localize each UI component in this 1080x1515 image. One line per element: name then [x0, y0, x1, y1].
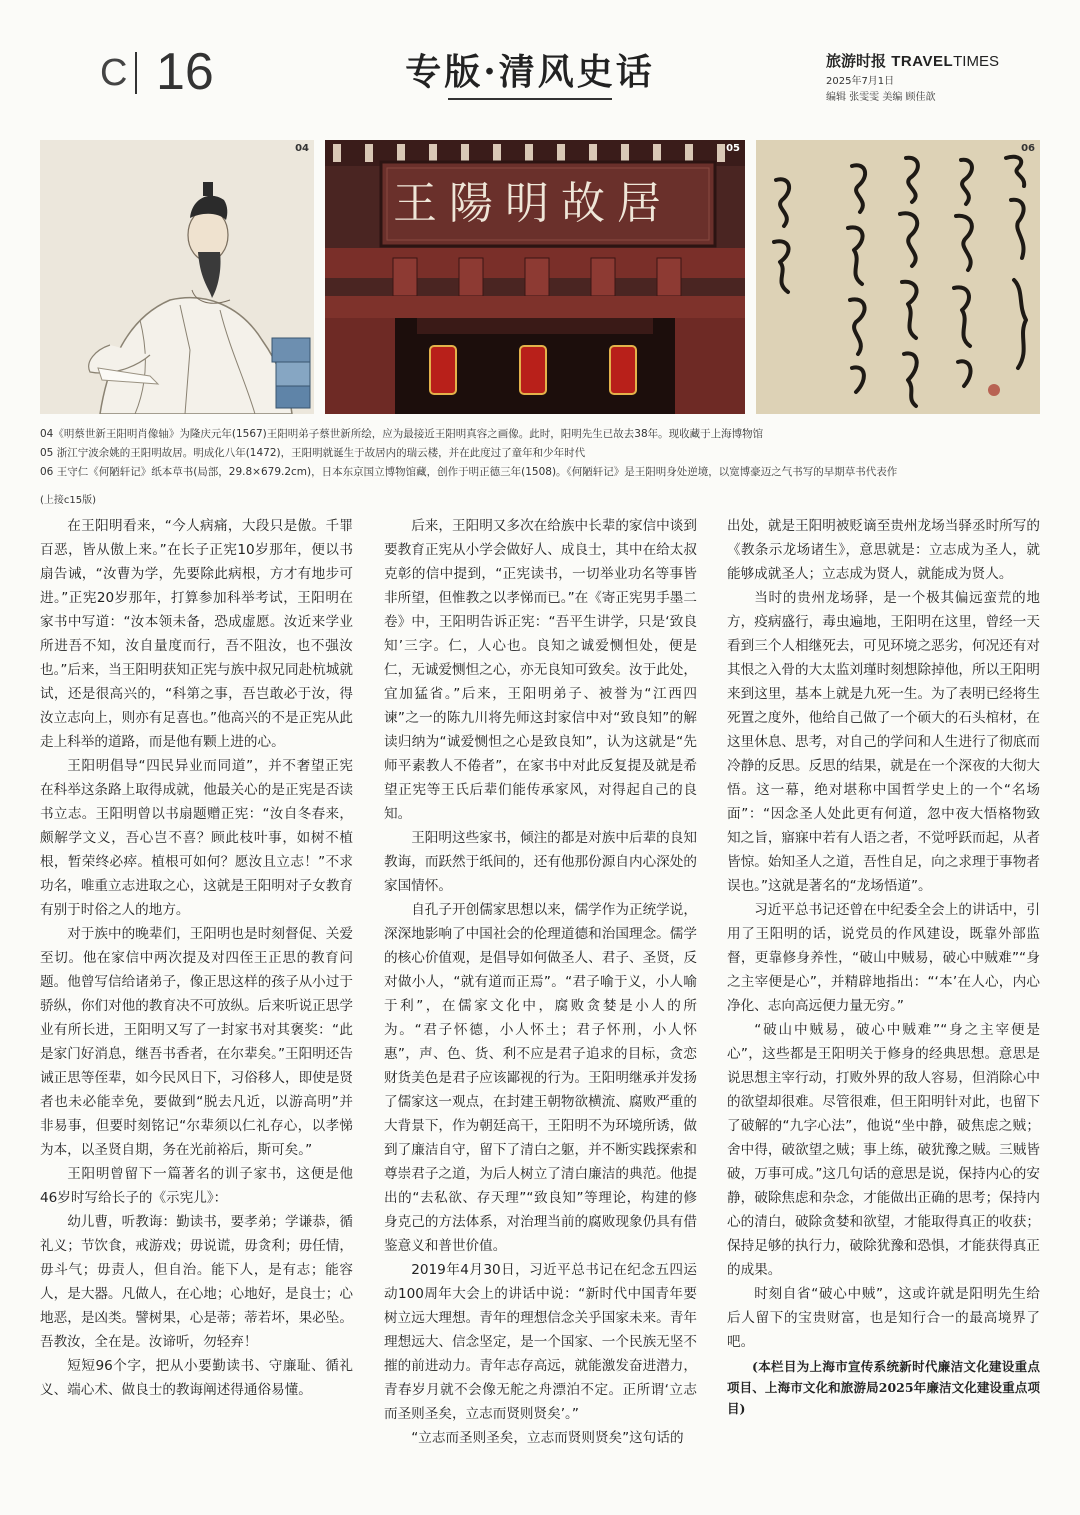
column-credit-note: (本栏目为上海市宣传系统新时代廉洁文化建设重点项目、上海市文化和旅游局2025年廉洁文化建设重点项目) — [727, 1359, 1040, 1416]
paragraph: 出处，就是王阳明被贬谪至贵州龙场当驿丞时所写的《教条示龙场诸生》，意思就是：立志成为圣人，就能够成就圣人；立志成为贤人，就能成为贤人。 — [727, 518, 1040, 582]
article-column-2 — [384, 514, 697, 1450]
editors-credit: 编辑 张雯雯 美编 顾佳歆 — [826, 92, 936, 103]
caption-05: 05 浙江宁波余姚的王阳明故居。明成化八年(1472)，王阳明就诞生于故居内的瑞云楼，并在此度过了童年和少年时代 — [40, 447, 586, 459]
article-column-3 — [727, 514, 1040, 1419]
calligraphy-photo — [756, 140, 1040, 414]
paragraph: 时刻自省“破心中贼”，这或许就是阳明先生给后人留下的宝贵财富，也是知行合一的最高境界了吧。 — [727, 1286, 1040, 1350]
paragraph: “立志而圣则圣矣，立志而贤则贤矣”这句话的 — [411, 1430, 684, 1446]
former-residence-photo — [325, 140, 745, 414]
photo-tag-06: 06 — [1021, 143, 1035, 154]
article-column-1 — [40, 514, 353, 1402]
paragraph: 王阳明倡导“四民异业而同道”，并不奢望正宪在科举这条路上取得成就，他最关心的是正宪是否读书立志。王阳明曾以书扇题赠正宪：“汝自冬春来，颇解学文义，吾心岂不喜？顾此枝叶事，如树不植根，暂荣终必瘁。植根可如何？愿汝且立志！”不求功名，唯重立志进取之心，这就是王阳明对子女教育有别于时俗之人的地方。 — [40, 758, 353, 918]
residence-gate-illustration — [325, 140, 745, 414]
paragraph: 自孔子开创儒家思想以来，儒学作为正统学说，深深地影响了中国社会的伦理道德和治国理念。儒学的核心价值观，是倡导如何做圣人、君子、圣贤，反对做小人，“就有道而正焉”。“君子喻于义，小人喻于利”，在儒家文化中，腐败贪婪是小人的所为。“君子怀德，小人怀土；君子怀刑，小人怀惠”，声、色、货、利不应是君子追求的目标，贪恋财货美色是君子应该鄙视的行为。王阳明继承并发扬了儒家这一观点，在封建王朝物欲横流、腐败严重的大背景下，作为朝廷高干，王阳明不为环境所诱，做到了廉洁自守，留下了清白之躯，并不断实践探索和尊崇君子之道，为后人树立了清白廉洁的典范。他提出的“去私欲、存天理”“致良知”等理论，构建的修身克己的方法体系，对治理当前的腐败现象仍具有借鉴意义和普世价值。 — [384, 902, 697, 1254]
brand-en-bold: TRAVEL — [891, 53, 954, 70]
portrait-painting-photo — [40, 140, 314, 414]
paragraph: 当时的贵州龙场驿，是一个极其偏远蛮荒的地方，疫病盛行，毒虫遍地，王阳明在这里，曾经一天看到三个人相继死去，可见环境之恶劣，何况还有对其恨之入骨的大太监刘瑾时刻想除掉他，所以王阳明来到这里，基本上就是九死一生。为了表明已经将生死置之度外，他给自己做了一个硕大的石头棺材，在这里休息、思考，对自己的学问和人生进行了彻底而冷静的反思。反思的结果，就是在一个深夜的大彻大悟。这一幕，绝对堪称中国哲学史上的一个“名场面”：“因念圣人处此更有何道，忽中夜大悟格物致知之旨，寤寐中若有人语之者，不觉呼跃而起，从者皆惊。始知圣人之道，吾性自足，向之求理于事物者误也。”这就是著名的“龙场悟道”。 — [727, 590, 1040, 894]
plaque-text: 王陽明故居 — [393, 178, 673, 229]
section-title: 专版·清风史话 — [405, 51, 655, 93]
paragraph: 在王阳明看来，“今人病痛，大段只是傲。千罪百恶，皆从傲上来。”在长子正宪10岁那年，便以书扇告诫，“汝曹为学，先要除此病根，方才有地步可进。”正宪20岁那年，打算参加科举考试，王阳明在家书中写道：“汝本领未备，恐成虚愿。汝近来学业所进吾不知，汝自量度而行，吾不阻汝，也不强汝也。”后来，当王阳明获知正宪与族中叔兄同赴杭城就试，还是很高兴的，“科第之事，吾岂敢必于汝，得汝立志向上，则亦有足喜也。”他高兴的不是正宪从此走上科举的道路，而是他有颗上进的心。 — [40, 518, 353, 750]
brand-en-light: TIMES — [953, 53, 999, 70]
photo-tag-04: 04 — [295, 143, 309, 154]
paragraph: 习近平总书记还曾在中纪委全会上的讲话中，引用了王阳明的话，说党员的作风建设，既靠外部监督，更靠修身养性，“破山中贼易，破心中贼难”“身之主宰便是心”，并精辟地指出：“‘本’在人心，内心净化、志向高远便力量无穷。” — [727, 902, 1040, 1014]
calligraphy-illustration — [756, 140, 1040, 414]
portrait-illustration — [40, 140, 314, 414]
issue-date: 2025年7月1日 — [826, 76, 895, 87]
paragraph: “破山中贼易，破心中贼难”“身之主宰便是心”，这些都是王阳明关于修身的经典思想。意思是说思想主宰行动，打败外界的敌人容易，但消除心中的欲望却很难。尽管很难，但王阳明针对此，也留下了破解的“九字心法”，他说“坐中静，破焦虑之贼；舍中得，破欲望之贼；事上练，破犹豫之贼。三贼皆破，万事可成。”这几句话的意思是说，保持内心的安静，破除焦虑和杂念，才能做出正确的思考；保持内心的清白，破除贪婪和欲望，才能取得真正的收获；保持足够的执行力，破除犹豫和恐惧，才能获得真正的成果。 — [727, 1022, 1040, 1278]
brand-cn: 旅游时报 — [826, 52, 887, 70]
continued-from-note: (上接c15版) — [40, 495, 97, 506]
page-number: 16 — [156, 43, 214, 101]
title-underline — [448, 98, 612, 100]
paragraph: 王阳明这些家书，倾注的都是对族中后辈的良知教诲，而跃然于纸间的，还有他那份源自内心深处的家国情怀。 — [384, 830, 697, 894]
page-prefix: C — [100, 52, 134, 94]
page-divider — [135, 52, 137, 94]
caption-04: 04《明蔡世新王阳明肖像轴》为隆庆元年(1567)王阳明弟子蔡世新所绘，应为最接近王阳明真容之画像。此时，阳明先生已故去38年。现收藏于上海博物馆 — [40, 428, 764, 440]
paragraph: 幼儿曹，听教诲：勤读书，要孝弟；学谦恭，循礼义；节饮食，戒游戏；毋说谎，毋贪利；毋任情，毋斗气；毋责人，但自治。能下人，是有志；能容人，是大器。凡做人，在心地；心地好，是良士；心地恶，是凶类。譬树果，心是蒂；蒂若坏，果必坠。吾教汝，全在是。汝谛听，勿轻弃！ — [40, 1214, 353, 1350]
paragraph: 短短96个字，把从小要勤读书、守廉耻、循礼义、端心术、做良士的教诲阐述得通俗易懂。 — [40, 1358, 353, 1398]
newspaper-brand — [826, 50, 999, 71]
paragraph: 后来，王阳明又多次在给族中长辈的家信中谈到要教育正宪从小学会做好人、成良士，其中在给太叔克彰的信中提到，“正宪读书，一切举业功名等事皆非所望，但惟教之以孝悌而已。”在《寄正宪男手墨二卷》中，王阳明告诉正宪：“吾平生讲学，只是‘致良知’三字。仁，人心也。良知之诚爱恻怛处，便是仁，无诚爱恻怛之心，亦无良知可致矣。汝于此处，宜加猛省。”后来，王阳明弟子、被誉为“江西四谏”之一的陈九川将先师这封家信中对“致良知”的解读归纳为“诚爱恻怛之心是致良知”，认为这就是“先师平素教人不倦者”，在家书中对此反复提及就是希望正宪等王氏后辈们能传承家风，对得起自己的良知。 — [384, 518, 697, 822]
photo-tag-05: 05 — [726, 143, 740, 154]
paragraph: 王阳明曾留下一篇著名的训子家书，这便是他46岁时写给长子的《示宪儿》： — [40, 1166, 353, 1206]
paragraph: 对于族中的晚辈们，王阳明也是时刻督促、关爱至切。他在家信中两次提及对四侄王正思的教育问题。他曾写信给诸弟子，像正思这样的孩子从小过于骄纵，你们对他的教育决不可放纵。后来听说正思学业有所长进，王阳明又写了一封家书对其褒奖：“此是家门好消息，继吾书香者，在尔辈矣。”王阳明还告诫正思等侄辈，如今民风日下，习俗移人，即使是贤者也未必能幸免，要做到“脱去凡近，以游高明”并非易事，但要时刻铭记“尔辈须以仁礼存心，以孝悌为本，以圣贤自期，务在光前裕后，斯可矣。” — [40, 926, 353, 1158]
caption-06: 06 王守仁《何陋轩记》纸本草书(局部，29.8×679.2cm)，日本东京国立博物馆藏，创作于明正德三年(1508)。《何陋轩记》是王阳明身处逆境，以宽博豪迈之气书写的早期草书代表作 — [40, 466, 898, 478]
paragraph: 2019年4月30日，习近平总书记在纪念五四运动100周年大会上的讲话中说：“新时代中国青年要树立远大理想。青年的理想信念关乎国家未来。青年理想远大、信念坚定，是一个国家、一个民族无坚不摧的前进动力。青年志存高远，就能激发奋进潜力，青春岁月就不会像无舵之舟漂泊不定。正所谓‘立志而圣则圣矣，立志而贤则贤矣’。” — [384, 1262, 697, 1422]
